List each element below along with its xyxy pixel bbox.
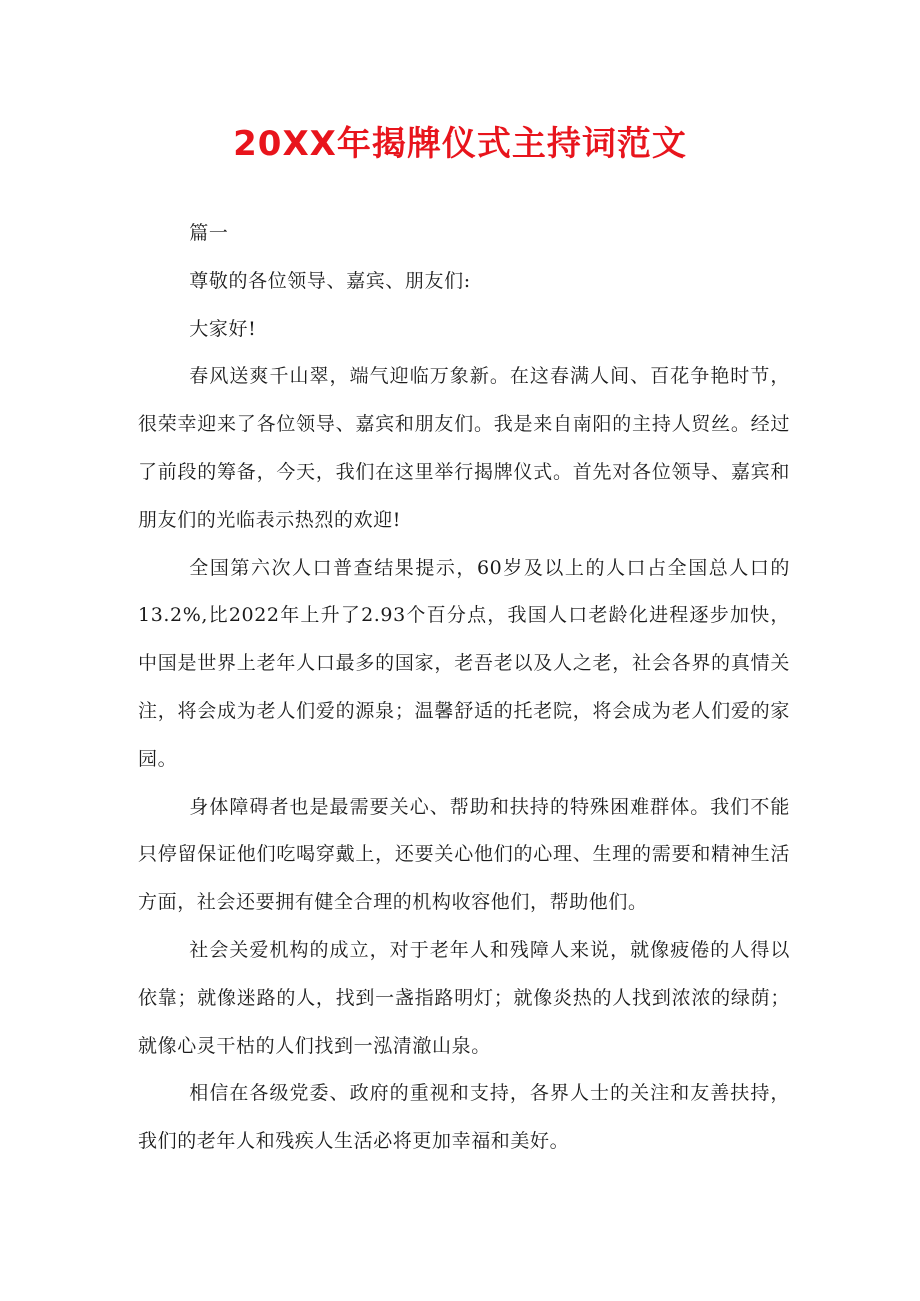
paragraph-salutation: 尊敬的各位领导、嘉宾、朋友们: <box>189 269 471 292</box>
paragraph-opening: 春风送爽千山翠，端气迎临万象新。在这春满人间、百花争艳时节，很荣幸迎来了各位领导、嘉宾和朋友们。我是来自南阳的主持人贸丝。经过了前段的筹备，今天，我们在这里举行揭牌仪式。首先对各位领导、嘉宾和朋友们的光临表示热烈的欢迎! <box>138 365 790 531</box>
paragraph-institution: 社会关爱机构的成立，对于老年人和残障人来说，就像疲倦的人得以依靠；就像迷路的人，找到一盏指路明灯；就像炎热的人找到浓浓的绿荫；就像心灵干枯的人们找到一泓清澈山泉。 <box>138 938 790 1057</box>
paragraph-greeting: 大家好! <box>189 317 257 340</box>
document-body <box>138 210 790 1166</box>
paragraph-closing: 相信在各级党委、政府的重视和支持，各界人士的关注和友善扶持，我们的老年人和残疾人生活必将更加幸福和美好。 <box>138 1082 790 1153</box>
document-title: 20XX年揭牌仪式主持词范文 <box>233 124 687 164</box>
paragraph-census: 全国第六次人口普查结果提示，60岁及以上的人口占全国总人口的13.2%,比2022年上升了2.93个百分点，我国人口老龄化进程逐步加快，中国是世界上老年人口最多的国家，老吾老以及人之老，社会各界的真情关注，将会成为老人们爱的源泉；温馨舒适的托老院，将会成为老人们爱的家园。 <box>138 556 790 770</box>
paragraph-disabled-care: 身体障碍者也是最需要关心、帮助和扶持的特殊困难群体。我们不能只停留保证他们吃喝穿戴上，还要关心他们的心理、生理的需要和精神生活方面，社会还要拥有健全合理的机构收容他们，帮助他们。 <box>138 795 790 914</box>
paragraph-section-label: 篇一 <box>189 222 229 244</box>
